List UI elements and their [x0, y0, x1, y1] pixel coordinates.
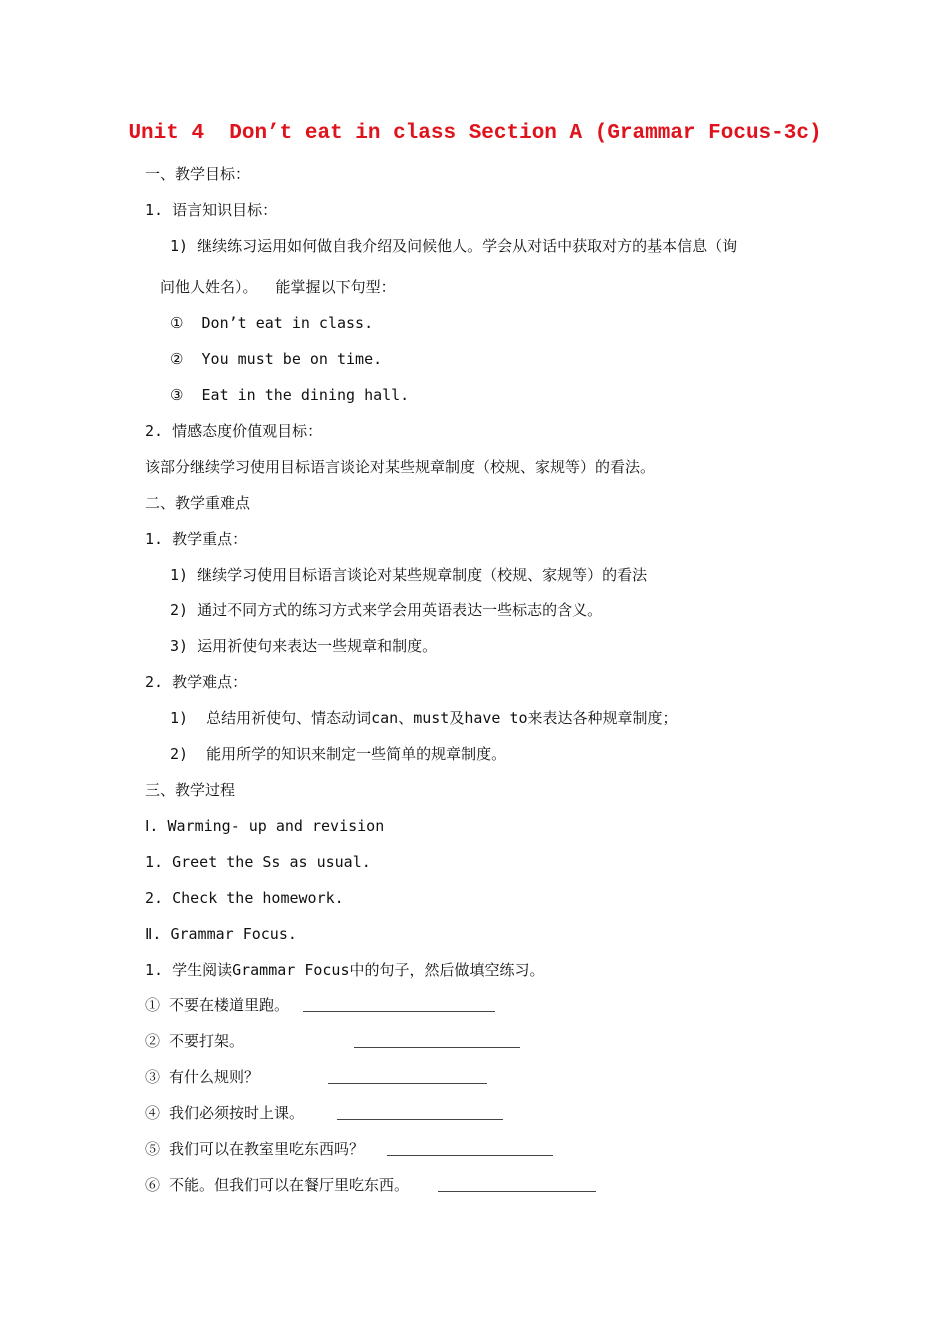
answer-blank[interactable]	[337, 1104, 503, 1120]
answer-blank[interactable]	[387, 1140, 553, 1156]
section-heading-process: 三、教学过程	[145, 781, 236, 799]
paragraph-text: 该部分继续学习使用目标语言谈论对某些规章制度（校规、家规等）的看法。	[145, 458, 656, 476]
list-item: 3) 运用祈使句来表达一些规章和制度。	[170, 637, 438, 655]
list-item: 2) 能用所学的知识来制定一些简单的规章制度。	[170, 745, 507, 763]
exercise-item: ④ 我们必须按时上课。	[145, 1104, 305, 1122]
step-item: 2. Check the homework.	[145, 889, 344, 907]
subheading-emotion-goal: 2. 情感态度价值观目标：	[145, 422, 323, 440]
section-heading-key-points: 二、教学重难点	[145, 494, 251, 512]
answer-blank[interactable]	[328, 1068, 487, 1084]
exercise-item: ① 不要在楼道里跑。	[145, 996, 290, 1014]
exercise-item: ③ 有什么规则？	[145, 1068, 260, 1086]
exercise-item: ② 不要打架。	[145, 1032, 245, 1050]
sentence-pattern-item: ③ Eat in the dining hall.	[170, 386, 410, 404]
list-item: 1) 总结用祈使句、情态动词can、must及have to来表达各种规章制度；	[170, 709, 678, 727]
document-title: Unit 4 Don’t eat in class Section A (Grammar Focus-3c)	[128, 122, 822, 145]
answer-blank[interactable]	[354, 1032, 520, 1048]
subheading-difficult-point: 2. 教学难点：	[145, 673, 248, 691]
list-item: 1) 继续学习使用目标语言谈论对某些规章制度（校规、家规等）的看法	[170, 566, 648, 584]
exercise-item: ⑤ 我们可以在教室里吃东西吗？	[145, 1140, 365, 1158]
answer-blank[interactable]	[303, 996, 495, 1012]
step-heading: Ⅰ. Warming- up and revision	[145, 817, 385, 835]
subheading-language-knowledge: 1. 语言知识目标：	[145, 201, 278, 219]
exercise-item: ⑥ 不能。但我们可以在餐厅里吃东西。	[145, 1176, 410, 1194]
subheading-key-point: 1. 教学重点：	[145, 530, 248, 548]
sentence-pattern-item: ② You must be on time.	[170, 350, 383, 368]
step-item: 1. Greet the Ss as usual.	[145, 853, 371, 871]
step-heading: Ⅱ. Grammar Focus.	[145, 925, 297, 943]
section-heading-objectives: 一、教学目标：	[145, 165, 251, 183]
step-item: 1. 学生阅读Grammar Focus中的句子，然后做填空练习。	[145, 961, 545, 979]
paragraph-text: 1) 继续练习运用如何做自我介绍及问候他人。学会从对话中获取对方的基本信息（询	[170, 237, 738, 255]
answer-blank[interactable]	[438, 1176, 596, 1192]
paragraph-text: 问他人姓名）。 能掌握以下句型：	[160, 278, 396, 296]
sentence-pattern-item: ① Don’t eat in class.	[170, 314, 374, 332]
list-item: 2) 通过不同方式的练习方式来学会用英语表达一些标志的含义。	[170, 601, 603, 619]
